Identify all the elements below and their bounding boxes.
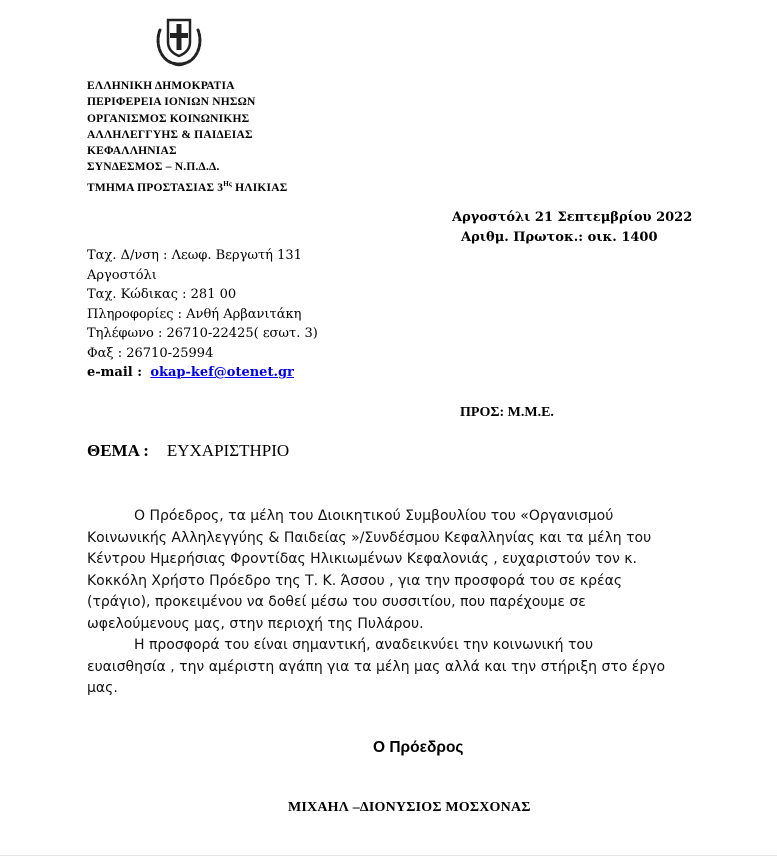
subject-line xyxy=(87,441,289,461)
address-line: Ταχ. Δ/νση : Λεωφ. Βεργωτή 131 xyxy=(87,248,302,263)
recipient: ΠΡΟΣ: Μ.Μ.Ε. xyxy=(460,405,554,420)
issuer-header xyxy=(87,78,287,196)
body-line: Κέντρου Ημερήσιας Φροντίδας Ηλικιωμένων Κεφαλονιάς , ευχαριστούν τον κ. xyxy=(87,551,637,567)
body-line: μας. xyxy=(87,680,118,696)
contact-block xyxy=(87,246,318,383)
protocol-number: Αριθμ. Πρωτοκ.: οικ. 1400 xyxy=(461,230,658,245)
email-label: e-mail : xyxy=(87,365,143,380)
letter-body xyxy=(87,506,702,700)
greek-coat-of-arms-icon xyxy=(152,16,206,68)
postal-code-line: Ταχ. Κώδικας : 281 00 xyxy=(87,287,237,302)
body-line: Κοκκόλη Χρήστο Πρόεδρο της Τ. Κ. Άσσου , για την προσφορά του σε κρέας xyxy=(87,572,623,589)
body-line: Κοινωνικής Αλληλεγγύης & Παιδείας »/Συνδέσμου Κεφαλληνίας και τα μέλη του xyxy=(87,529,652,546)
body-line: Ο Πρόεδρος, τα μέλη του Διοικητικού Συμβουλίου του «Οργανισμού xyxy=(134,508,614,524)
header-line: ΣΥΝΔΕΣΜΟΣ – Ν.Π.Δ.Δ. xyxy=(87,161,220,174)
body-line: ευαισθησία , την αμέριστη αγάπη για τα μέλη μας αλλά και την στήριξη στο έργο xyxy=(87,658,666,675)
body-line: ωφελούμενους μας, στην περιοχή της Πυλάρου. xyxy=(87,615,424,632)
fax-line: Φαξ : 26710-25994 xyxy=(87,345,214,361)
body-line: Η προσφορά του είναι σημαντική, αναδεικνύει την κοινωνική του xyxy=(134,637,594,653)
header-line: ΕΛΛΗΝΙΚΗ ΔΗΜΟΚΡΑΤΙΑ xyxy=(87,80,235,92)
president-title: Ο Πρόεδρος xyxy=(373,739,464,756)
email-link[interactable]: okap-kef@otenet.gr xyxy=(150,365,294,380)
date-block xyxy=(452,208,692,248)
subject-label: ΘΕΜΑ : xyxy=(87,441,149,460)
subject-value: ΕΥΧΑΡΙΣΤΗΡΙΟ xyxy=(166,441,290,460)
page-bottom-divider xyxy=(0,855,777,856)
city-line: Αργοστόλι xyxy=(87,267,157,283)
header-line: ΟΡΓΑΝΙΣΜΟΣ ΚΟΙΝΩΝΙΚΗΣ xyxy=(87,112,250,125)
phone-line: Τηλέφωνο : 26710-22425( εσωτ. 3) xyxy=(87,326,318,341)
info-contact-line: Πληροφορίες : Ανθή Αρβανιτάκη xyxy=(87,306,302,322)
body-line: (τράγιο), προκειμένου να δοθεί μέσω του συσσιτίου, που παρέχουμε σε xyxy=(87,594,586,610)
header-line: ΑΛΛΗΛΕΓΓΥΗΣ & ΠΑΙΔΕΙΑΣ xyxy=(87,128,253,141)
email-line xyxy=(87,363,318,383)
header-line: ΠΕΡΙΦΕΡΕΙΑ ΙΟΝΙΩΝ ΝΗΣΩΝ xyxy=(87,96,256,109)
date-line: Αργοστόλι 21 Σεπτεμβρίου 2022 xyxy=(452,210,693,225)
header-line: ΚΕΦΑΛΛΗΝΙΑΣ xyxy=(87,145,177,158)
signer-name: ΜΙΧΑΗΛ –ΔΙΟΝΥΣΙΟΣ ΜΟΣΧΟΝΑΣ xyxy=(288,800,531,815)
department-line: ΤΜΗΜΑ ΠΡΟΣΤΑΣΙΑΣ $3^{H\varsigma}$ ΗΛΙΚΙΑΣ xyxy=(87,179,288,194)
